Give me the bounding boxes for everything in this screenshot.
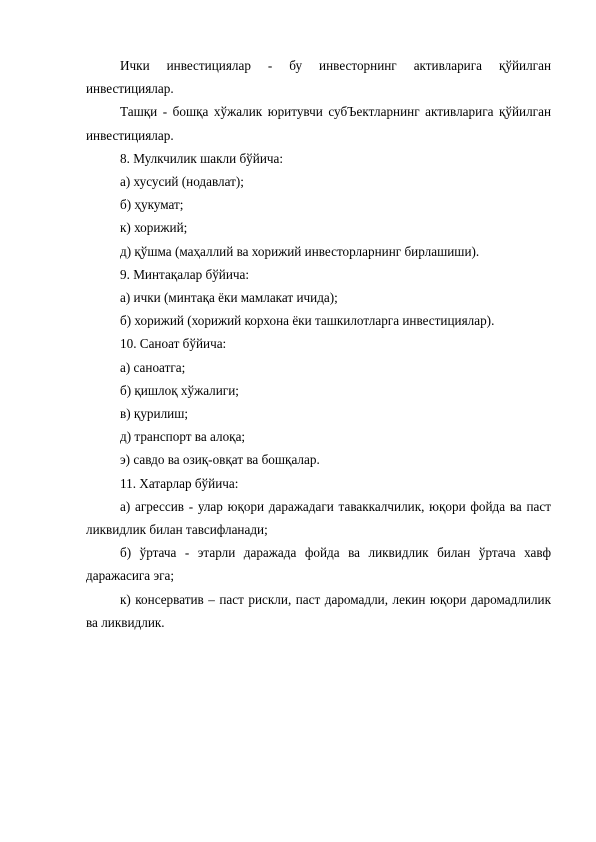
list-item-external: б) хорижий (хорижий корхона ёки ташкилотларга инвестициялар). <box>120 313 495 329</box>
document-page <box>86 54 551 634</box>
heading-risks: 11. Хатарлар бўйича: <box>120 475 239 491</box>
list-item-internal: а) ички (минтақа ёки мамлакат ичида); <box>120 290 338 306</box>
list-item-transport: д) транспорт ва алоқа; <box>120 429 246 445</box>
paragraph-domestic-investments: Ички инвестициялар - бу инвесторнинг активларига қўйилган инвестициялар. <box>86 58 551 97</box>
list-item-joint: д) қўшма (маҳаллий ва хорижий инвесторларнинг бирлашиши). <box>120 243 480 259</box>
list-item-agriculture: б) қишлоқ хўжалиги; <box>120 382 239 398</box>
heading-regions: 9. Минтақалар бўйича: <box>120 266 250 282</box>
list-item-foreign: к) хорижий; <box>120 220 188 236</box>
heading-ownership-form: 8. Мулкчилик шакли бўйича: <box>120 150 284 166</box>
list-item-government: б) ҳукумат; <box>120 197 184 213</box>
list-item-moderate: б) ўртача - этарли даражада фойда ва ликвидлик билан ўртача хавф даражасига эга; <box>86 545 551 584</box>
heading-industry: 10. Саноат бўйича: <box>120 336 227 352</box>
list-item-private: а) хусусий (нодавлат); <box>120 174 244 190</box>
list-item-aggressive: а) агрессив - улар юқори даражадаги таваккалчилик, юқори фойда ва паст ликвидлик билан тавсифланади; <box>86 498 551 538</box>
list-item-industry: а) саноатга; <box>120 359 186 375</box>
list-item-conservative: к) консерватив – паст рискли, паст даромадли, лекин юқори даромадлилик ва ликвидлик. <box>86 591 551 630</box>
list-item-trade: э) савдо ва озиқ-овқат ва бошқалар. <box>120 452 320 468</box>
list-item-construction: в) қурилиш; <box>120 406 189 422</box>
paragraph-foreign-investments: Ташқи - бошқа хўжалик юритувчи субЪектларнинг активларига қўйилган инвестициялар. <box>86 104 551 143</box>
